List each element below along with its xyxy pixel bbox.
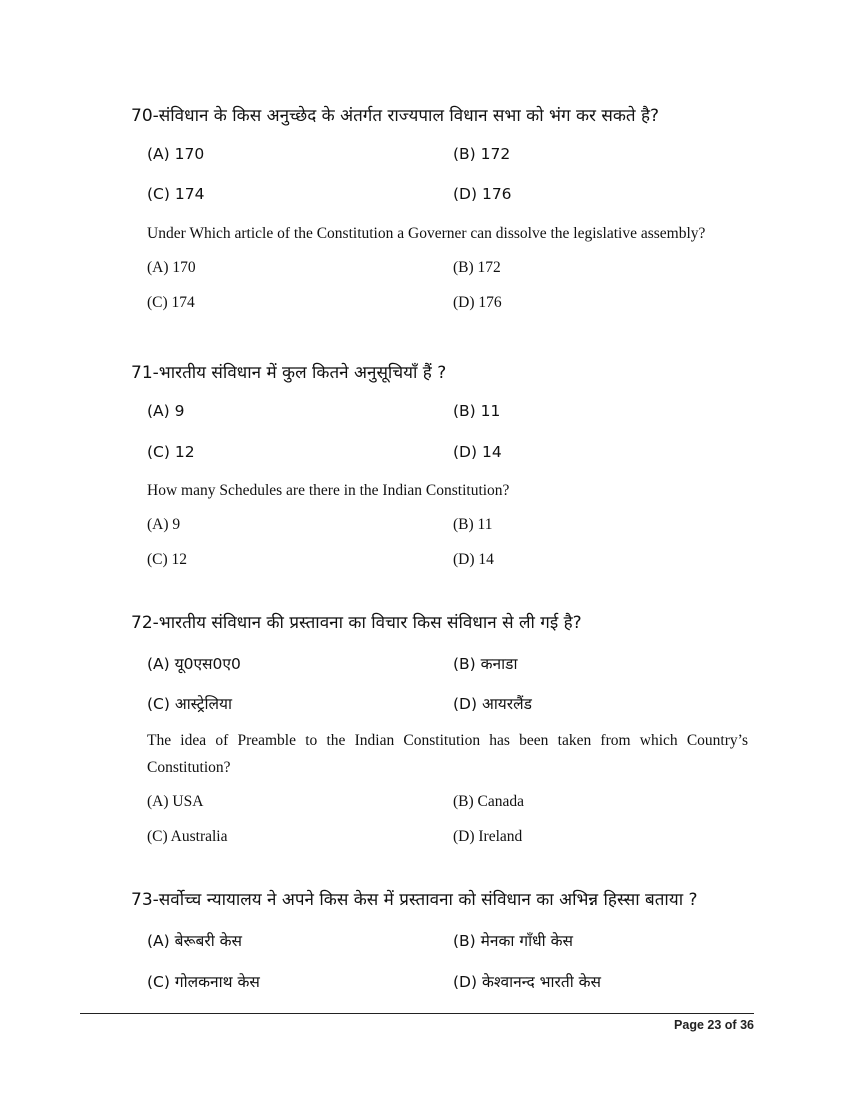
q73-hi-option-d: (D) केश्वानन्द भारती केस (453, 973, 602, 991)
q71-hi-option-b: (B) 11 (453, 402, 501, 420)
q73-hi-option-b: (B) मेनका गाँधी केस (453, 932, 573, 950)
q72-hi-option-d: (D) आयरलैंड (453, 695, 532, 713)
q71-hi-option-a: (A) 9 (147, 402, 185, 420)
question-72-hindi: 72-भारतीय संविधान की प्रस्तावना का विचार किस संविधान से ली गई है? (131, 613, 582, 633)
q70-hi-option-d: (D) 176 (453, 185, 512, 203)
page-label: Page (674, 1018, 704, 1032)
q71-hi-option-d: (D) 14 (453, 443, 502, 461)
q71-en-option-a: (A) 9 (147, 516, 181, 533)
q72-en-option-b: (B) Canada (453, 793, 525, 810)
page-number (674, 1018, 754, 1032)
q72-en-option-c: (C) Australia (147, 828, 228, 845)
q72-hi-option-b: (B) कनाडा (453, 655, 518, 673)
footer-divider (80, 1013, 754, 1014)
total-pages: 36 (740, 1018, 754, 1032)
q71-en-option-d: (D) 14 (453, 551, 494, 568)
q70-hi-option-c: (C) 174 (147, 185, 205, 203)
q73-hi-option-c: (C) गोलकनाथ केस (147, 973, 260, 991)
q70-en-option-b: (B) 172 (453, 259, 501, 276)
q71-en-option-c: (C) 12 (147, 551, 188, 568)
q70-en-option-c: (C) 174 (147, 294, 195, 311)
question-72-english-line2: Constitution? (147, 759, 231, 776)
q72-hi-option-c: (C) आस्ट्रेलिया (147, 695, 233, 713)
q72-en-option-a: (A) USA (147, 793, 204, 810)
question-72-english-line1: The idea of Preamble to the Indian Constitution has been taken from which Country’s (147, 732, 748, 749)
q70-hi-option-a: (A) 170 (147, 145, 205, 163)
question-71-english: How many Schedules are there in the Indian Constitution? (147, 482, 510, 499)
question-73-hindi: 73-सर्वोच्च न्यायालय ने अपने किस केस में प्रस्तावना को संविधान का अभिन्न हिस्सा बताया ? (131, 890, 698, 910)
q72-en-option-d: (D) Ireland (453, 828, 523, 845)
q71-en-option-b: (B) 11 (453, 516, 493, 533)
page-of-label: of (724, 1018, 737, 1032)
question-70-hindi: 70-संविधान के किस अनुच्छेद के अंतर्गत राज्यपाल विधान सभा को भंग कर सकते है? (131, 106, 660, 126)
q70-en-option-a: (A) 170 (147, 259, 196, 276)
current-page: 23 (707, 1018, 722, 1032)
q73-hi-option-a: (A) बेरूबरी केस (147, 932, 243, 950)
q71-hi-option-c: (C) 12 (147, 443, 195, 461)
q72-hi-option-a: (A) यू0एस0ए0 (147, 655, 241, 673)
q70-en-option-d: (D) 176 (453, 294, 502, 311)
question-70-english: Under Which article of the Constitution a Governer can dissolve the legislative assembly? (147, 225, 706, 242)
question-71-hindi: 71-भारतीय संविधान में कुल कितने अनुसूचियाँ हैं ? (131, 363, 447, 383)
q70-hi-option-b: (B) 172 (453, 145, 511, 163)
